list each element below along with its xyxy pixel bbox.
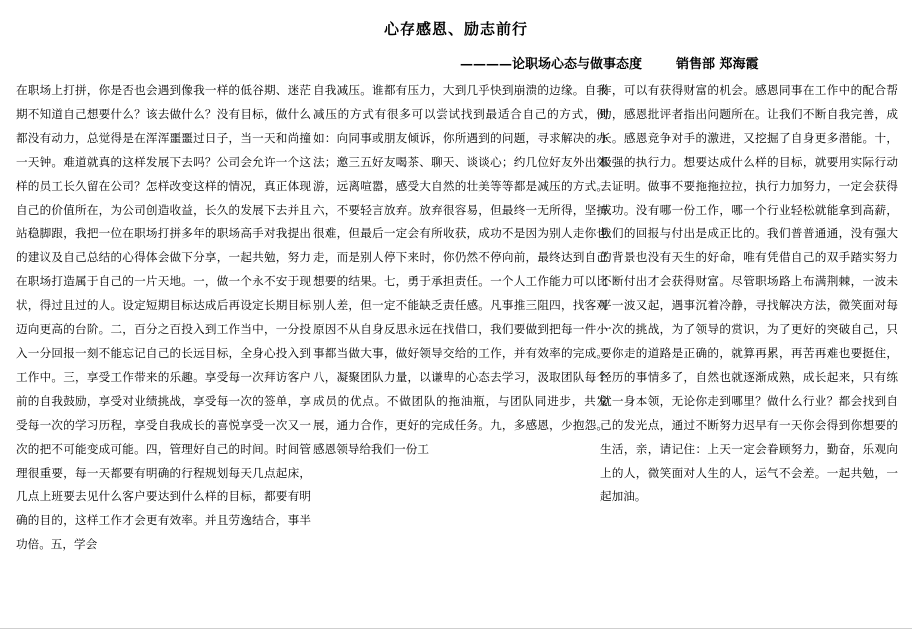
- body-column-1: 在职场上打拼，你是否也会遇到像我一样的低谷期、迷茫期不知道自己想要什么？该去做什么？没有目标，做什么都没有动力，总觉得是在浑浑噩噩过日子，当一天和尚撞一天钟。难道就真的这样发展下去吗？公司会允许一个这样的员工长久留在公司？怎样改变这样的情况，真正体现自己的价值所在，为公司创造收益，长久的发展下去并且站稳脚跟，我把一位在职场打拼多年的职场高手对我提出的建议及自己总结的心得体会做下分享，一起共勉，努力在职场打造属于自己的一片天地。一，做一个永不安于现状，得过且过的人。设定短期目标达成后再设定长期目标迈向更高的台阶。二，百分之百投入到工作当中，一分投入一分回报一刻不能忘记自己的长远目标，全身心投入到工作中。三，享受工作带来的乐趣。享受每一次拜访客户前的自我鼓励，享受对业绩挑战，享受每一次的签单，享受每一次的学习历程，享受自我成长的喜悦享受一次又一次的把不可能变成可能。四，管理好自己的时间。时间管理很重要，每一天都要有明确的行程规划每天几点起床，几点上班要去见什么客户要达到什么样的目标，都要有明确的目的，这样工作才会更有效率。并且劳逸结合，事半功倍。五，学会: [16, 83, 311, 552]
- body-column-2: 自我减压。谁都有压力，大到几乎快到崩溃的边缘。自我减压的方式有很多可以尝试找到最适合自己的方式，例如：向同事或朋友倾诉，你所遇到的问题，寻求解决的办法；邀三五好友喝茶、聊天、谈谈心；约几位好友外出郊游，远离喧嚣，感受大自然的壮美等等都是减压的方式。六，不要轻言放弃。放弃很容易，但最终一无所得，坚持很难，但最后一定会有所收获，成功不是因为别人走你也走，而是别人停下来时，你仍然不停向前，最终达到自己想要的结果。七，勇于承担责任。一个人工作能力可以比别人差，但一定不能缺乏责任感。凡事推三阻四，找客观原因不从自身反思永远在找借口，我们要做到把每一件小事都当做大事，做好领导交给的工作，并有效率的完成。八，凝聚团队力量，以谦卑的心态去学习，汲取团队每个成员的优点。不做团队的拖油瓶，与团队同进步，共发展，通力合作，更好的完成任务。九，多感恩，少抱怨。感恩领导给我们一份工: [313, 83, 608, 456]
- document-title: 心存感恩、励志前行: [383, 20, 528, 38]
- body-column-3: 作，可以有获得财富的机会。感恩同事在工作中的配合帮助，感恩批评者指出问题所在。让我们不断自我完善，成长。感恩竞争对手的激进，又挖掘了自身更多潜能。十，极强的执行力。想要达成什么样的目标，就要用实际行动去证明。做事不要拖拖拉拉，执行力加努力，一定会获得成功。没有哪一份工作，哪一个行业轻松就能拿到高薪，我们的回报与付出是成正比的。我们普普通通，没有强大的背景也没有天生的好命，唯有凭借自己的双手踏实努力不断付出才会获得财富。尽管职场路上布满荆棘，一波未平一波又起，遇事沉着冷静，寻找解决方法，微笑面对每一次的挑战，为了领导的赏识，为了更好的突破自己，只要你走的道路是正确的，就算再累，再苦再难也要挺住，经历的事情多了，自然也就逐渐成熟，成长起来，只有练就一身本领，无论你走到哪里？做什么行业？都会找到自己的发光点，通过不断努力迟早有一天你会得到你想要的生活，亲，请记住：上天一定会眷顾努力，勤奋，乐观向上的人，微笑面对人生的人，运气不会差。一起共勉，一起加油。: [600, 83, 898, 504]
- subtitle-text: ————论职场心态与做事态度: [460, 57, 643, 72]
- author-line: 销售部 郑海霞: [676, 57, 759, 72]
- page-bottom-divider: [0, 628, 912, 629]
- document-subtitle: [460, 53, 759, 72]
